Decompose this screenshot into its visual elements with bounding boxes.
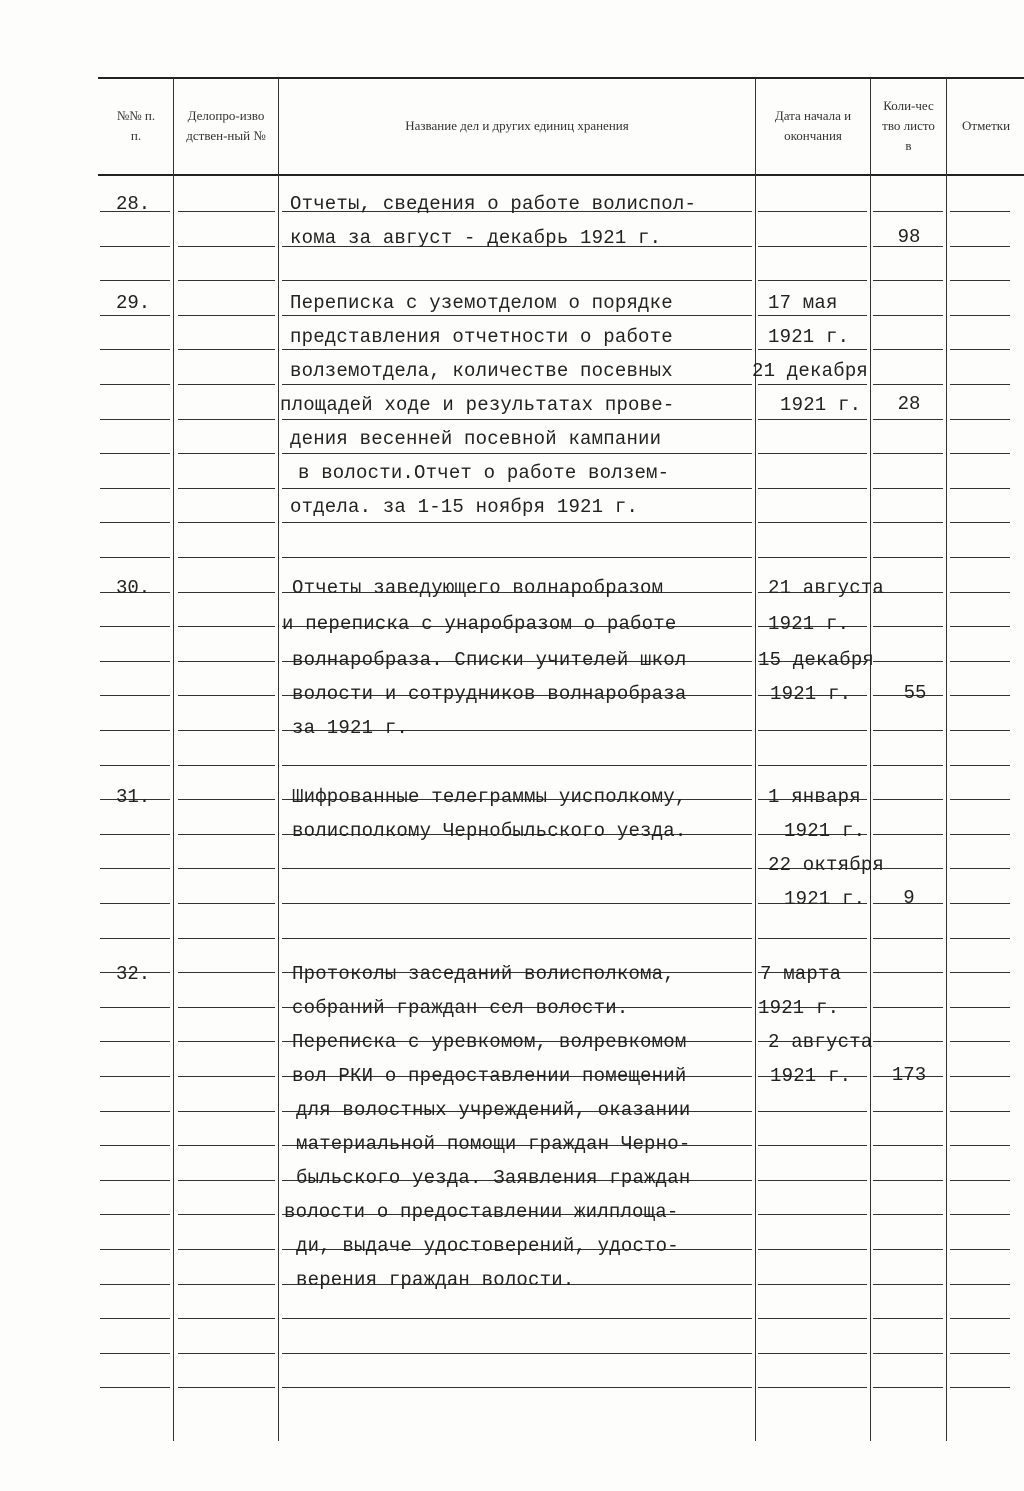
ruled-line — [178, 834, 275, 835]
entry-date-line: 1921 г. — [770, 1065, 852, 1087]
column-divider — [946, 78, 947, 1441]
ruled-line — [178, 1145, 275, 1146]
ruled-line — [758, 315, 867, 316]
ruled-line — [758, 211, 867, 212]
ruled-line — [758, 453, 867, 454]
entry-date-line: 17 мая — [768, 292, 838, 314]
ruled-line — [178, 1284, 275, 1285]
ruled-line — [100, 1284, 170, 1285]
entry-date-line: 15 декабря — [758, 649, 875, 671]
entry-title-line: волнаробраза. Списки учителей школ — [292, 649, 687, 671]
entry-title-line: волземотдела, количестве посевных — [290, 360, 673, 382]
ruled-line — [282, 384, 752, 385]
ruled-line — [178, 765, 275, 766]
ruled-line — [178, 1111, 275, 1112]
ruled-line — [873, 453, 943, 454]
entry-date-line: 1921 г. — [780, 394, 862, 416]
ruled-line — [950, 453, 1010, 454]
ruled-line — [100, 453, 170, 454]
ruled-line — [950, 1249, 1010, 1250]
ruled-line — [100, 1387, 170, 1388]
ruled-line — [950, 592, 1010, 593]
ruled-line — [873, 799, 943, 800]
ruled-line — [178, 1214, 275, 1215]
ruled-line — [178, 1180, 275, 1181]
ruled-line — [282, 488, 752, 489]
ruled-line — [100, 384, 170, 385]
entry-date-line: 1921 г. — [768, 613, 850, 635]
ruled-line — [100, 1180, 170, 1181]
entry-title-line: для волостных учреждений, оказании — [296, 1099, 691, 1121]
header-top-rule — [98, 77, 1024, 79]
ruled-line — [282, 315, 752, 316]
ruled-line — [758, 1214, 867, 1215]
entry-date-line: 2 августа — [768, 1031, 873, 1053]
ruled-line — [950, 211, 1010, 212]
entry-sheet-count: 9 — [903, 887, 915, 909]
ruled-line — [873, 384, 943, 385]
ruled-line — [100, 1353, 170, 1354]
entry-date-line: 1 января — [768, 786, 861, 808]
ruled-line — [758, 938, 867, 939]
ruled-line — [873, 349, 943, 350]
ruled-line — [178, 799, 275, 800]
ruled-line — [758, 522, 867, 523]
ruled-line — [758, 1284, 867, 1285]
entry-title-line: верения граждан волости. — [296, 1269, 575, 1291]
ruled-line — [873, 1353, 943, 1354]
ruled-line — [100, 938, 170, 939]
ruled-line — [758, 557, 867, 558]
ruled-line — [100, 868, 170, 869]
ruled-line — [873, 522, 943, 523]
entry-title-line: быльского уезда. Заявления граждан — [296, 1167, 691, 1189]
ruled-line — [950, 557, 1010, 558]
entry-number: 29. — [116, 292, 151, 314]
ruled-line — [282, 1387, 752, 1388]
ruled-line — [282, 1318, 752, 1319]
header-title — [280, 80, 754, 172]
ruled-line — [178, 1041, 275, 1042]
ruled-line — [178, 1353, 275, 1354]
ruled-line — [100, 1145, 170, 1146]
ruled-line — [950, 488, 1010, 489]
column-divider — [278, 78, 279, 1441]
ruled-line — [950, 1111, 1010, 1112]
ruled-line — [758, 246, 867, 247]
entry-title-line: отдела. за 1-15 ноября 1921 г. — [290, 496, 639, 518]
ruled-line — [758, 1318, 867, 1319]
ruled-line — [758, 1387, 867, 1388]
ruled-line — [100, 522, 170, 523]
ruled-line — [100, 246, 170, 247]
entry-title-line: собраний граждан сел волости. — [292, 997, 629, 1019]
ruled-line — [873, 626, 943, 627]
ruled-line — [873, 211, 943, 212]
entry-sheet-count: 55 — [903, 682, 927, 704]
ruled-line — [178, 938, 275, 939]
entry-title-line: волисполкому Чернобыльского уезда. — [292, 820, 687, 842]
entry-number: 31. — [116, 786, 151, 808]
ruled-line — [100, 695, 170, 696]
entry-title-line: представления отчетности о работе — [290, 326, 673, 348]
entry-number: 32. — [116, 963, 151, 985]
header-office-number-label: Делопро-изводствен-ный № — [186, 108, 266, 143]
entry-date-line: 1921 г. — [784, 888, 866, 910]
ruled-line — [178, 1387, 275, 1388]
ruled-line — [950, 246, 1010, 247]
ruled-line — [178, 315, 275, 316]
ruled-line — [873, 1318, 943, 1319]
ruled-line — [178, 211, 275, 212]
ruled-line — [178, 349, 275, 350]
ruled-line — [178, 1007, 275, 1008]
ruled-line — [873, 1007, 943, 1008]
entry-title-line: в волости.Отчет о работе волзем- — [298, 462, 670, 484]
ruled-line — [758, 488, 867, 489]
ruled-line — [178, 626, 275, 627]
ruled-line — [100, 1111, 170, 1112]
ruled-line — [758, 384, 867, 385]
entry-title-line: и переписка с унаробразом о работе — [282, 613, 677, 635]
ruled-line — [873, 488, 943, 489]
entry-title-line: волости о предоставлении жилплоща- — [284, 1201, 679, 1223]
ruled-line — [950, 765, 1010, 766]
entry-date-line: 21 августа — [768, 577, 885, 599]
ruled-line — [178, 453, 275, 454]
ruled-line — [100, 1318, 170, 1319]
ruled-line — [178, 1249, 275, 1250]
header-notes-label: Отметки — [962, 118, 1011, 133]
ruled-line — [873, 1387, 943, 1388]
ruled-line — [873, 834, 943, 835]
entry-title-line: Переписка с уземотделом о порядке — [290, 292, 673, 314]
ruled-line — [873, 1145, 943, 1146]
ruled-line — [282, 522, 752, 523]
ruled-line — [178, 903, 275, 904]
ruled-line — [100, 1076, 170, 1077]
entry-date-line: 7 марта — [760, 963, 842, 985]
ruled-line — [950, 972, 1010, 973]
ruled-line — [950, 1041, 1010, 1042]
ruled-line — [758, 1353, 867, 1354]
entry-number: 30. — [116, 577, 151, 599]
ruled-line — [178, 1076, 275, 1077]
ruled-line — [873, 765, 943, 766]
ruled-line — [100, 419, 170, 420]
ruled-line — [950, 834, 1010, 835]
ruled-line — [950, 1353, 1010, 1354]
ruled-line — [950, 730, 1010, 731]
ruled-line — [950, 799, 1010, 800]
ruled-line — [100, 765, 170, 766]
header-dates-label: Дата начала и окончания — [774, 108, 852, 143]
ruled-line — [100, 557, 170, 558]
ruled-line — [282, 903, 752, 904]
header-number — [100, 80, 172, 172]
entry-sheet-count: 98 — [897, 226, 921, 248]
entry-sheet-count: 173 — [891, 1064, 927, 1086]
ruled-line — [873, 557, 943, 558]
ruled-line — [282, 1353, 752, 1354]
entry-title-line: ди, выдаче удостоверений, удосто- — [296, 1235, 679, 1257]
header-office-number — [175, 80, 277, 172]
ruled-line — [282, 280, 752, 281]
ruled-line — [758, 1249, 867, 1250]
entry-title-line: Отчеты, сведения о работе волиспол- — [290, 193, 697, 215]
ruled-line — [873, 419, 943, 420]
header-title-label: Название дел и других единиц хранения — [405, 118, 629, 133]
ruled-line — [100, 903, 170, 904]
ruled-line — [178, 972, 275, 973]
ruled-line — [100, 1007, 170, 1008]
ruled-line — [100, 349, 170, 350]
ruled-line — [178, 695, 275, 696]
ruled-line — [950, 1318, 1010, 1319]
ruled-line — [178, 522, 275, 523]
entry-title-line: вол РКИ о предоставлении помещений — [292, 1065, 687, 1087]
header-bottom-rule — [98, 174, 1024, 176]
header-sheets — [872, 80, 945, 172]
ruled-line — [873, 280, 943, 281]
ruled-line — [178, 246, 275, 247]
header-dates — [757, 80, 869, 172]
ruled-line — [282, 868, 752, 869]
header-number-label: №№ п. п. — [116, 108, 156, 143]
entry-title-line: Отчеты заведующего волнаробразом — [292, 577, 664, 599]
ruled-line — [758, 280, 867, 281]
ruled-line — [178, 1318, 275, 1319]
entry-date-line: 1921 г. — [768, 326, 850, 348]
ruled-line — [950, 695, 1010, 696]
ruled-line — [178, 419, 275, 420]
ruled-line — [100, 661, 170, 662]
ruled-line — [100, 1214, 170, 1215]
ruled-line — [100, 1249, 170, 1250]
ruled-line — [282, 557, 752, 558]
entry-title-line: за 1921 г. — [292, 717, 409, 739]
ruled-line — [873, 661, 943, 662]
ruled-line — [100, 315, 170, 316]
ruled-line — [950, 626, 1010, 627]
ruled-line — [950, 522, 1010, 523]
ruled-line — [950, 384, 1010, 385]
entry-title-line: Протоколы заседаний волисполкома, — [292, 963, 675, 985]
entry-title-line: Шифрованные телеграммы уисполкому, — [292, 786, 687, 808]
entry-title-line: кома за август - декабрь 1921 г. — [290, 227, 662, 249]
entry-title-line: волости и сотрудников волнаробраза — [292, 683, 687, 705]
ruled-line — [950, 868, 1010, 869]
ruled-line — [873, 1249, 943, 1250]
ruled-line — [100, 730, 170, 731]
ruled-line — [950, 1214, 1010, 1215]
column-divider — [870, 78, 871, 1441]
ruled-line — [178, 384, 275, 385]
ruled-line — [873, 730, 943, 731]
ruled-line — [282, 938, 752, 939]
ruled-line — [950, 1180, 1010, 1181]
entry-title-line: материальной помощи граждан Черно- — [296, 1133, 691, 1155]
entry-date-line: 22 октября — [768, 854, 885, 876]
ruled-line — [758, 419, 867, 420]
ruled-line — [758, 1111, 867, 1112]
ruled-line — [873, 1041, 943, 1042]
ruled-line — [950, 903, 1010, 904]
header-sheets-label: Коли-чество листов — [882, 98, 935, 153]
ruled-line — [873, 938, 943, 939]
ruled-line — [873, 972, 943, 973]
ruled-line — [178, 280, 275, 281]
ruled-line — [873, 1180, 943, 1181]
ruled-line — [100, 488, 170, 489]
ruled-line — [950, 1076, 1010, 1077]
ruled-line — [950, 419, 1010, 420]
ruled-line — [178, 661, 275, 662]
ruled-line — [178, 868, 275, 869]
entry-date-line: 1921 г. — [770, 683, 852, 705]
entry-date-line: 1921 г. — [758, 997, 840, 1019]
ruled-line — [950, 280, 1010, 281]
ruled-line — [758, 1145, 867, 1146]
entry-title-line: дения весенней посевной кампании — [290, 428, 662, 450]
ruled-line — [282, 419, 752, 420]
ruled-line — [873, 1214, 943, 1215]
ruled-line — [950, 1007, 1010, 1008]
ruled-line — [873, 1111, 943, 1112]
ruled-line — [282, 453, 752, 454]
entry-date-line: 21 декабря — [752, 360, 869, 382]
entry-number: 28. — [116, 193, 151, 215]
ruled-line — [950, 1387, 1010, 1388]
ruled-line — [178, 592, 275, 593]
entry-sheet-count: 28 — [897, 393, 921, 415]
ruled-line — [178, 557, 275, 558]
ruled-line — [758, 1180, 867, 1181]
ruled-line — [758, 765, 867, 766]
ruled-line — [100, 1041, 170, 1042]
ruled-line — [282, 349, 752, 350]
ruled-line — [950, 938, 1010, 939]
entry-date-line: 1921 г. — [784, 820, 866, 842]
column-divider — [173, 78, 174, 1441]
ruled-line — [178, 488, 275, 489]
column-divider — [755, 78, 756, 1441]
ruled-line — [950, 315, 1010, 316]
header-notes — [948, 80, 1024, 172]
ruled-line — [950, 349, 1010, 350]
ruled-line — [758, 730, 867, 731]
entry-title-line: Переписка с уревкомом, волревкомом — [292, 1031, 687, 1053]
ruled-line — [950, 1284, 1010, 1285]
ruled-line — [178, 730, 275, 731]
ruled-line — [950, 661, 1010, 662]
ruled-line — [950, 1145, 1010, 1146]
entry-title-line: площадей ходе и результатах прове- — [280, 394, 675, 416]
ruled-line — [758, 349, 867, 350]
ruled-line — [873, 315, 943, 316]
ruled-line — [100, 834, 170, 835]
ruled-line — [873, 1284, 943, 1285]
ruled-line — [282, 765, 752, 766]
ruled-line — [100, 626, 170, 627]
ruled-line — [100, 280, 170, 281]
